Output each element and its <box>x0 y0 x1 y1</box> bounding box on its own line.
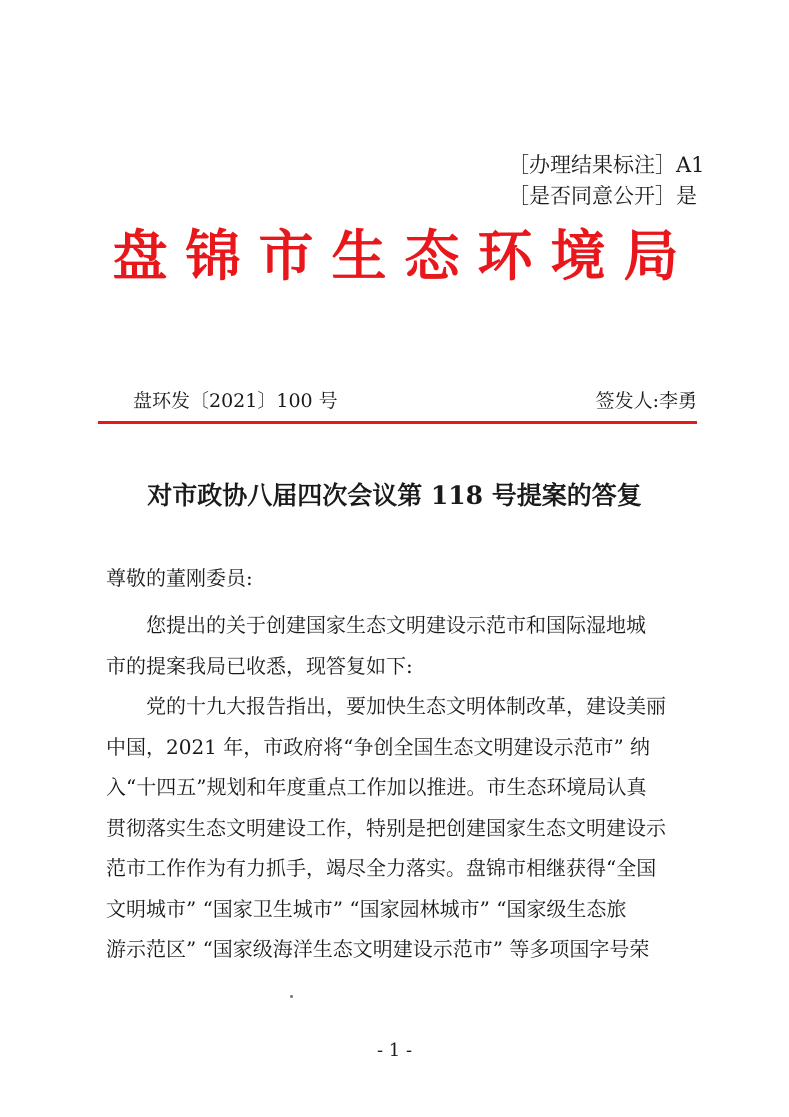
paragraph-2 <box>106 686 706 970</box>
scan-speck <box>290 995 293 998</box>
text-line: 市的提案我局已收悉，现答复如下: <box>106 653 413 678</box>
text-line: 您提出的关于创建国家生态文明建设示范市和国际湿地城 <box>106 613 646 637</box>
document-title: 对市政协八届四次会议第 118 号提案的答复 <box>147 481 642 510</box>
document-number: 盘环发〔2021〕100 号 <box>133 390 338 412</box>
handling-result-mark: ［办理结果标注］A1 <box>508 153 705 177</box>
disclosure-mark: ［是否同意公开］是 <box>508 184 697 208</box>
text-line: 文明城市” “国家卫生城市” “国家园林城市” “国家级生态旅 <box>106 896 627 921</box>
text-line: 入“十四五”规划和年度重点工作加以推进。市生态环境局认真 <box>106 775 647 799</box>
page-number: - 1 - <box>376 1040 413 1061</box>
signer: 签发人:李勇 <box>595 390 697 412</box>
text-line: 游示范区” “国家级海洋生态文明建设示范市” 等多项国字号荣 <box>106 937 650 961</box>
paragraph-1 <box>106 605 706 686</box>
red-divider-line <box>98 421 697 424</box>
agency-letterhead: 盘锦市生态环境局 <box>112 223 697 288</box>
text-line: 中国，2021 年，市政府将“争创全国生态文明建设示范市” 纳 <box>106 734 651 759</box>
text-line: 范市工作作为有力抓手，竭尽全力落实。盘锦市相继获得“全国 <box>106 856 657 880</box>
text-line: 党的十九大报告指出，要加快生态文明体制改革，建设美丽 <box>106 694 666 718</box>
text-line: 贯彻落实生态文明建设工作，特别是把创建国家生态文明建设示 <box>106 815 666 840</box>
salutation: 尊敬的董刚委员: <box>106 566 253 590</box>
